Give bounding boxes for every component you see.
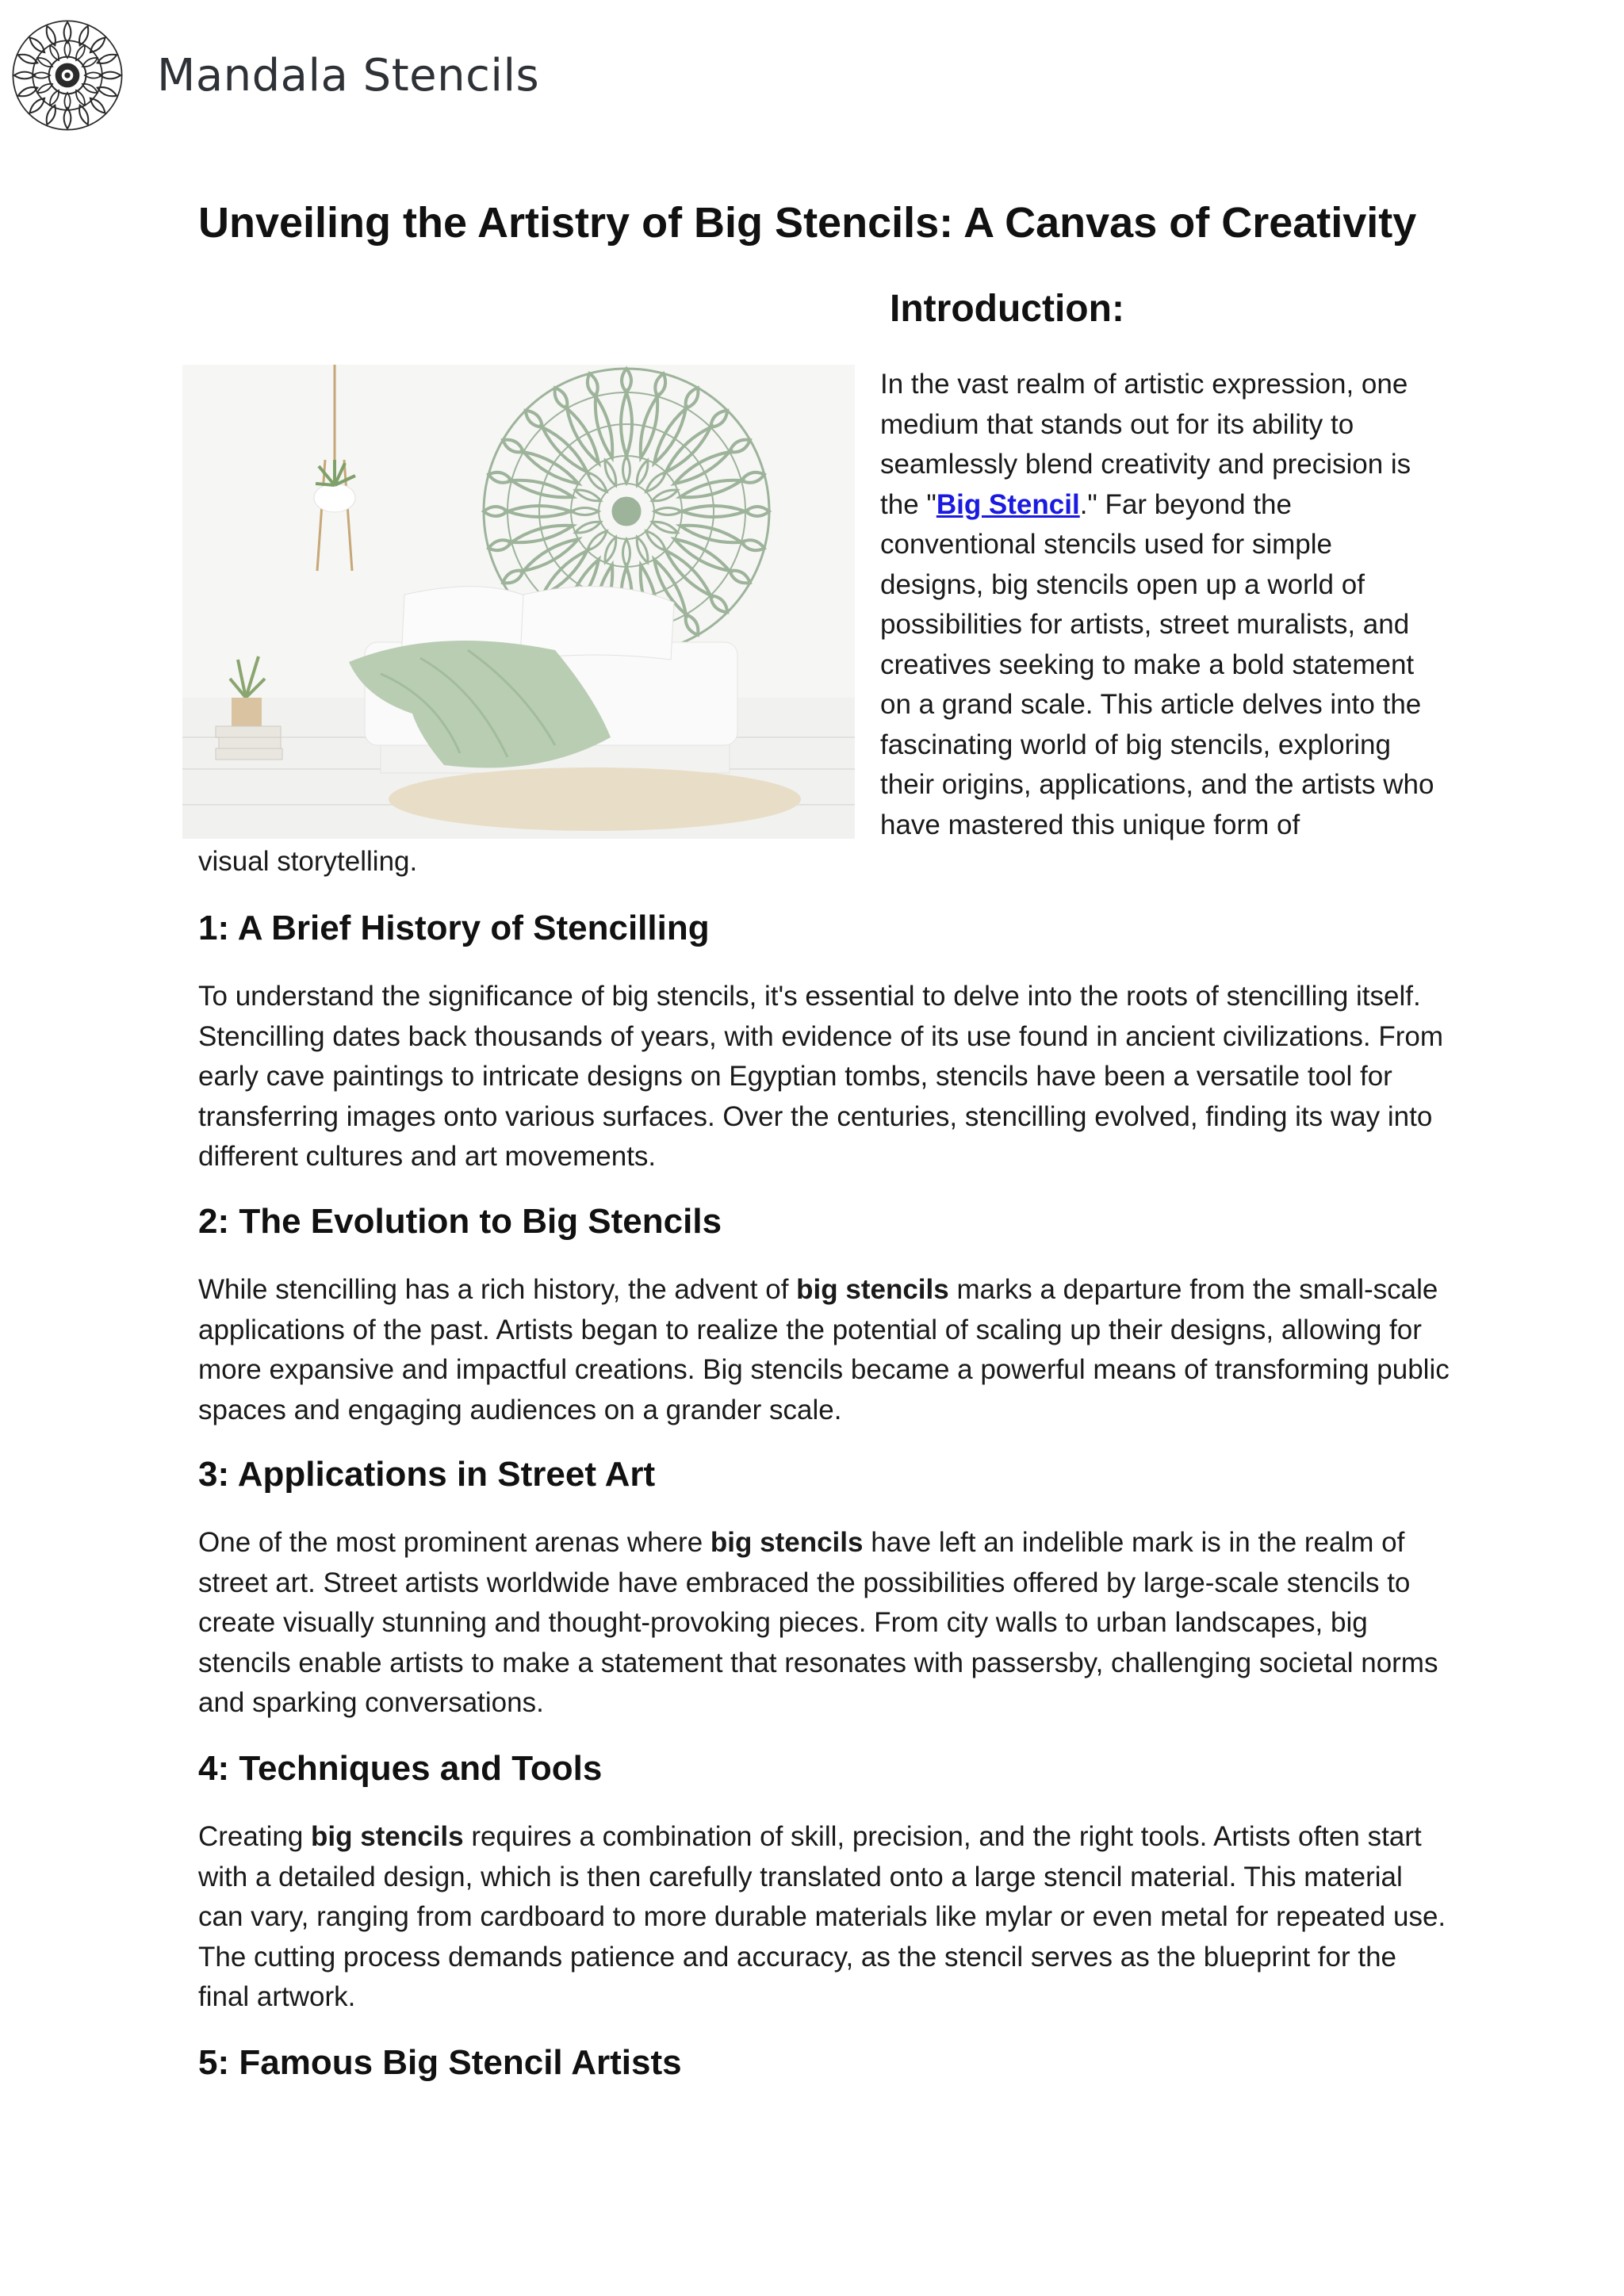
section-2-heading: 2: The Evolution to Big Stencils [198, 1202, 722, 1241]
section-2-paragraph: While stencilling has a rich history, the advent of big stencils marks a departure from the small-scale applications of the past. Artists began to realize the potential of scaling up their designs, allowing for more expansive and impactful creations. Big stencils became a powerful means of transforming public spaces and engaging audiences on a grander scale. [198, 1274, 1450, 1425]
section-4-heading: 4: Techniques and Tools [198, 1749, 603, 1788]
brand-name[interactable]: Mandala Stencils [157, 49, 540, 101]
section-3-heading: 3: Applications in Street Art [198, 1455, 656, 1494]
section-1-paragraph: To understand the significance of big stencils, it's essential to delve into the roots of stencilling itself. Stencilling dates back thousands of years, with evidence of its use found in ancient civilizations. From early cave paintings to intricate designs on Egyptian tombs, stencils have been a versatile tool for transferring images onto various surfaces. Over the centuries, stencilling evolved, finding its way into different cultures and art movements. [198, 981, 1443, 1172]
site-header [10, 16, 539, 135]
section-3-paragraph: One of the most prominent arenas where big stencils have left an indelible mark is in the realm of street art. Street artists worldwide have embraced the possibilities offered by large-scale stencils to create visually stunning and thought-provoking pieces. From city walls to urban landscapes, big stencils enable artists to make a statement that resonates with passersby, challenging societal norms and sparking conversations. [198, 1527, 1438, 1718]
introduction-heading: Introduction: [890, 288, 1124, 330]
mandala-logo-icon[interactable] [10, 17, 125, 133]
big-stencil-link[interactable]: Big Stencil [936, 488, 1080, 520]
section-1-heading: 1: A Brief History of Stencilling [198, 909, 710, 947]
introduction-paragraph-tail: visual storytelling. [198, 846, 418, 877]
section-5-heading: 5: Famous Big Stencil Artists [198, 2043, 682, 2082]
section-4-paragraph: Creating big stencils requires a combination of skill, precision, and the right tools. Artists often start with a detailed design, which is then carefully translated onto a large stencil material. This material can vary, ranging from cardboard to more durable materials like mylar or even metal for repeated use. The cutting process demands patience and accuracy, as the stencil serves as the blueprint for the final artwork. [198, 1821, 1446, 2012]
bedroom-stencil-image [182, 365, 855, 839]
page-title: Unveiling the Artistry of Big Stencils: A Canvas of Creativity [198, 199, 1417, 247]
introduction-paragraph: In the vast realm of artistic expression, one medium that stands out for its ability to seamlessly blend creativity and precision is the "Big Stencil." Far beyond the conventional stencils used for simple designs, big stencils open up a world of possibilities for artists, street muralists, and creatives seeking to make a bold statement on a grand scale. This article delves into the fascinating world of big stencils, exploring their origins, applications, and the artists who have mastered this unique form of [880, 369, 1434, 840]
